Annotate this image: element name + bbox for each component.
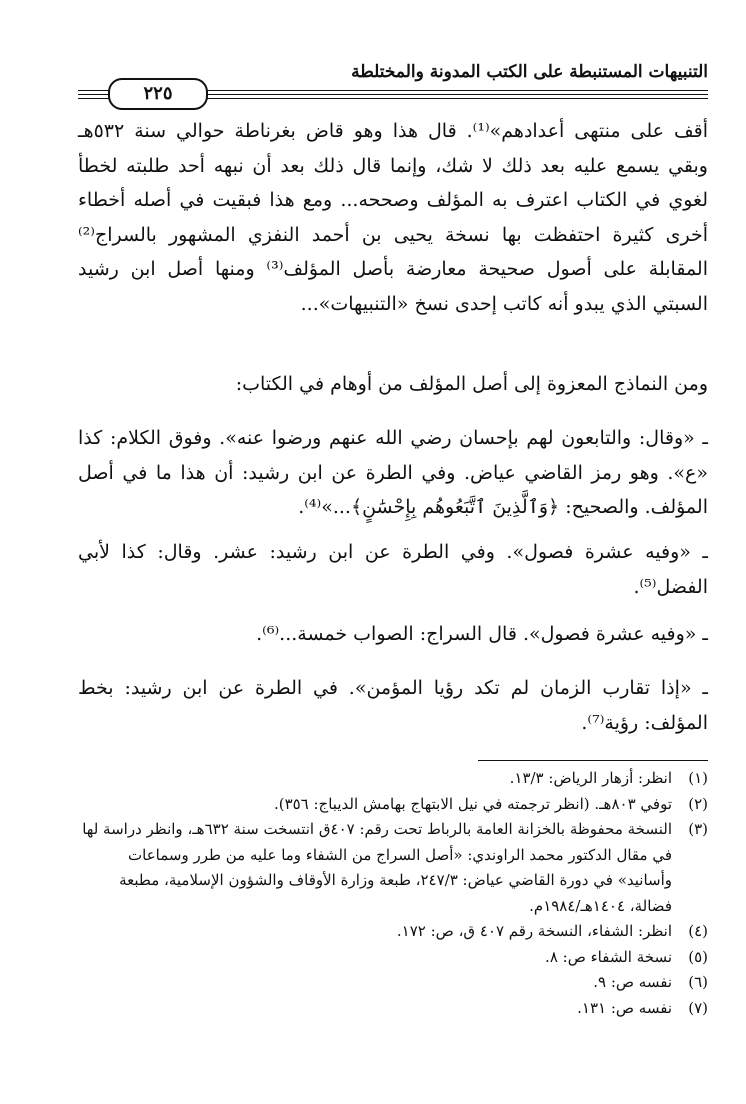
footnote [78,970,708,996]
footnote-text: نسخة الشفاء ص: ٨. [545,947,672,966]
footnote-number: (٥) [688,947,708,966]
footnote-text: نفسه ص: ٩. [593,973,672,991]
footnote [78,792,708,818]
footnote-text: انظر: أزهار الرياض: ١٣/٣. [509,769,672,787]
page-number: ٢٢٥ [108,78,208,110]
footnotes [78,766,708,1021]
footnote-text: انظر: الشفاء، النسخة رقم ٤٠٧ ق، ص: ١٧٢. [396,922,672,940]
footnote-text: النسخة محفوظة بالخزانة العامة بالرباط تحت رقم: ٤٠٧ق انتسخت سنة ٦٣٢هـ، وانظر دراسة لها في مقال الدكتور محمد الراوندي: «أصل السراج من الشفاء وما عليه من طرر وسماعات وأسانيد» في دورة القاضي عياض: ٢٤٧/٣، طبعة وزارة الأوقاف والشؤون الإسلامية، مطبعة فضالة، ١٤٠٤هـ/١٩٨٤م. [82,820,672,915]
footnote-number: (٤) [688,922,708,940]
footnote [78,919,708,945]
running-title: التنبيهات المستنبطة على الكتب المدونة والمختلطة [351,62,708,82]
footnote [78,945,708,971]
footnote [78,817,708,919]
footnote-number: (٦) [688,973,708,991]
paragraph-examples-heading: ومن النماذج المعزوة إلى أصل المؤلف من أوهام في الكتاب: [235,373,708,395]
footnote-number: (١) [688,769,708,787]
footnote-text: توفي ٨٠٣هـ. (انظر ترجمته في نيل الابتهاج بهامش الديباج: ٣٥٦). [273,794,672,813]
footnote-number: (٢) [688,794,708,813]
footnote-text: نفسه ص: ١٣١. [577,998,672,1017]
paragraph-example-2: ـ «وفيه عشرة فصول». وفي الطرة عن ابن رشيد: عشر. وقال: كذا لأبي الفضل⁽⁵⁾. [78,541,708,598]
footnote-number: (٣) [688,820,708,838]
footnote-number: (٧) [688,998,708,1017]
paragraph-intro: أقف على منتهى أعدادهم»⁽¹⁾. قال هذا وهو قاض بغرناطة حوالي سنة ٥٣٢هـ وبقي يسمع عليه بعد ذلك لا شك، وإنما قال ذلك بعد أن نبهه أحد طلبته لخطأ لغوي في الكتاب اعترف به المؤلف وصححه... ومع هذا فبقيت في أصله أخطاء أخرى كثيرة احتفظت بها نسخة يحيى بن أحمد النفزي المشهور بالسراج⁽²⁾ المقابلة على أصول صحيحة معارضة بأصل المؤلف⁽³⁾ ومنها أصل ابن رشيد السبتي الذي يبدو أنه كاتب إحدى نسخ «التنبيهات»... [78,120,708,315]
page-header [78,58,708,102]
paragraph-example-4: ـ «إذا تقارب الزمان لم تكد رؤيا المؤمن». في الطرة عن ابن رشيد: بخط المؤلف: رؤية⁽⁷⁾. [78,677,708,734]
footnote [78,996,708,1022]
footnote-separator [478,760,708,761]
paragraph-example-3: ـ «وفيه عشرة فصول». قال السراج: الصواب خمسة...⁽⁶⁾. [256,623,708,645]
paragraph-example-1: ـ «وقال: والتابعون لهم بإحسان رضي الله عنهم ورضوا عنه». وفوق الكلام: كذا «ع». وهو رمز القاضي عياض. وفي الطرة عن ابن رشيد: أن هذا ما في أصل المؤلف. والصحيح: ﴿وَٱلَّذِينَ ٱتَّبَعُوهُم بِإِحْسَٰنٍ﴾...»⁽⁴⁾. [78,427,708,518]
footnote [78,766,708,792]
